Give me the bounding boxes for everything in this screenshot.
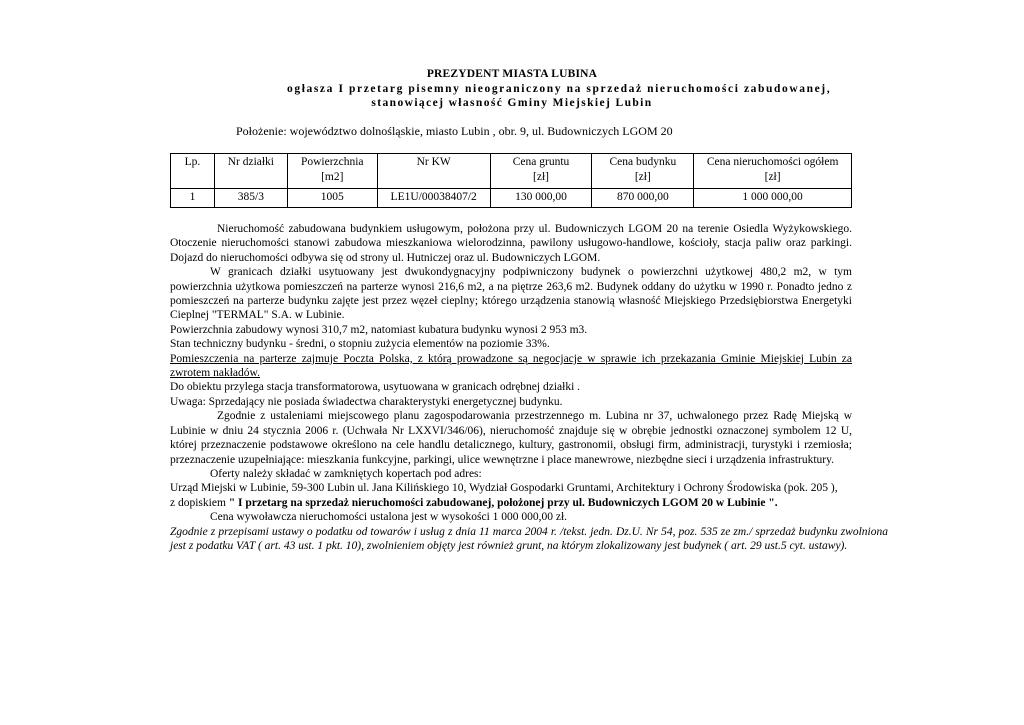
header-subtitle: ogłasza I przetarg pisemny nieograniczony na sprzedaż nieruchomości zabudowanej, xyxy=(287,83,832,95)
col-header-area-unit: [m2] xyxy=(321,171,344,183)
col-header-land-price xyxy=(490,154,592,189)
cell-area: 1005 xyxy=(287,189,377,208)
paragraph-post-office: Pomieszczenia na parterze zajmuje Poczta Polska, z którą prowadzone są negocjacje w sprawie ich przekazania Gminie Miejskiej Lubin za zwrotem nakładów. xyxy=(170,352,852,380)
cell-plot: 385/3 xyxy=(214,189,287,208)
paragraph-annotation xyxy=(170,496,852,510)
col-header-area xyxy=(287,154,377,189)
paragraph-building: W granicach działki usytuowany jest dwukondygnacyjny podpiwniczony budynek o powierzchni użytkowej 480,2 m2, w tym powierzchnia użytkowa pomieszczeń na parterze wynosi 216,6 m2, a na piętrze 263,6 m2. Budynek oddany do użytku w 1990 r. Ponadto jedno z pomieszczeń na parterze budynku zajęte jest przez węzeł cieplny; którego urządzenia stanowią własność Miejskiego Przedsiębiorstwa Energetyki Cieplnej "TERMAL" S.A. w Lubinie. xyxy=(170,266,852,322)
paragraph-description: Nieruchomość zabudowana budynkiem usługowym, położona przy ul. Budowniczych LGOM 20 na terenie Osiedla Wyżykowskiego. Otoczenie nieruchomości stanowi zabudowa mieszkaniowa wielorodzinna, pawilony usługowo-handlowe, kościoły, stacja paliw oraz parkingi. Dojazd do nieruchomości odbywa się od strony ul. Hutniczej oraz ul. Budowniczych LGOM. xyxy=(170,223,852,264)
location-line: Położenie: województwo dolnośląskie, miasto Lubin , obr. 9, ul. Budowniczych LGOM 20 xyxy=(236,124,673,138)
col-header-land-price-label: Cena gruntu xyxy=(512,156,570,168)
paragraph-starting-price: Cena wywoławcza nieruchomości ustalona jest w wysokości 1 000 000,00 zł. xyxy=(210,511,568,524)
cell-total-price: 1 000 000,00 xyxy=(694,189,852,208)
cell-lp: 1 xyxy=(171,189,215,208)
annotation-prefix: z dopiskiem xyxy=(170,496,229,509)
col-header-plot: Nr działki xyxy=(214,154,287,189)
announcement-body xyxy=(170,222,888,553)
cell-kw: LE1U/00038407/2 xyxy=(377,189,490,208)
header-title: PREZYDENT MIASTA LUBINA xyxy=(426,68,598,80)
col-header-lp: Lp. xyxy=(171,154,215,189)
paragraph-condition: Stan techniczny budynku - średni, o stopniu zużycia elementów na poziomie 33%. xyxy=(170,338,550,351)
paragraph-address: Urząd Miejski w Lubinie, 59-300 Lubin ul. Jana Kilińskiego 10, Wydział Gospodarki Gruntami, Architektury i Ochrony Środowiska (pok. 205 ), xyxy=(170,482,838,495)
paragraph-vat: Zgodnie z przepisami ustawy o podatku od towarów i usług z dnia 11 marca 2004 r. /tekst. jedn. Dz.U. Nr 54, poz. 535 ze zm./ sprzedaż budynku zwolniona jest z podatku VAT ( art. 43 ust. 1 pkt. 10), zwolnieniem objęty jest również grunt, na którym zlokalizowany jest budynek ( art. 29 ust.5 cyt. ustawy). xyxy=(170,525,888,552)
col-header-total-price xyxy=(694,154,852,189)
cell-building-price: 870 000,00 xyxy=(592,189,694,208)
paragraph-offers: Oferty należy składać w zamkniętych kopertach pod adres: xyxy=(210,467,482,480)
paragraph-zoning-plan: Zgodnie z ustaleniami miejscowego planu zagospodarowania przestrzennego m. Lubina nr 37, uchwalonego przez Radę Miejską w Lubinie w dniu 24 stycznia 2006 r. (Uchwała Nr LXXVI/346/06), nieruchomość znajduje się w obrębie jednostki oznaczonej symbolem 12 U, której przeznaczenie podstawowe określono na cele handlu detalicznego, kultury, gastronomii, obsługi firm, administracji, turystyki i rzemiosła; przeznaczenie uzupełniające: mieszkania funkcyjne, parkingi, ulice wewnętrzne i place manewrowe, niezbędne sieci i urządzenia infrastruktury. xyxy=(170,410,852,466)
col-header-total-price-unit: [zł] xyxy=(764,171,781,183)
header-subtitle-2: stanowiącej własność Gminy Miejskiej Lubin xyxy=(371,97,653,109)
table-row xyxy=(171,189,852,208)
col-header-total-price-label: Cena nieruchomości ogółem xyxy=(706,156,839,168)
col-header-kw: Nr KW xyxy=(377,154,490,189)
paragraph-transformer: Do obiektu przylega stacja transformatorowa, usytuowana w granicach odrębnej działki . xyxy=(170,381,581,394)
col-header-building-price xyxy=(592,154,694,189)
col-header-land-price-unit: [zł] xyxy=(533,171,550,183)
col-header-building-price-unit: [zł] xyxy=(634,171,651,183)
annotation-text: " I przetarg na sprzedaż nieruchomości zabudowanej, położonej przy ul. Budowniczych LGOM 20 w Lubinie ". xyxy=(228,496,778,509)
property-table xyxy=(170,153,852,208)
paragraph-built-area: Powierzchnia zabudowy wynosi 310,7 m2, natomiast kubatura budynku wynosi 2 953 m3. xyxy=(170,323,588,336)
paragraph-note: Uwaga: Sprzedający nie posiada świadectwa charakterystyki energetycznej budynku. xyxy=(170,395,563,408)
cell-land-price: 130 000,00 xyxy=(490,189,592,208)
table-header-row xyxy=(171,154,852,189)
col-header-building-price-label: Cena budynku xyxy=(609,156,677,168)
col-header-area-label: Powierzchnia xyxy=(300,156,364,168)
